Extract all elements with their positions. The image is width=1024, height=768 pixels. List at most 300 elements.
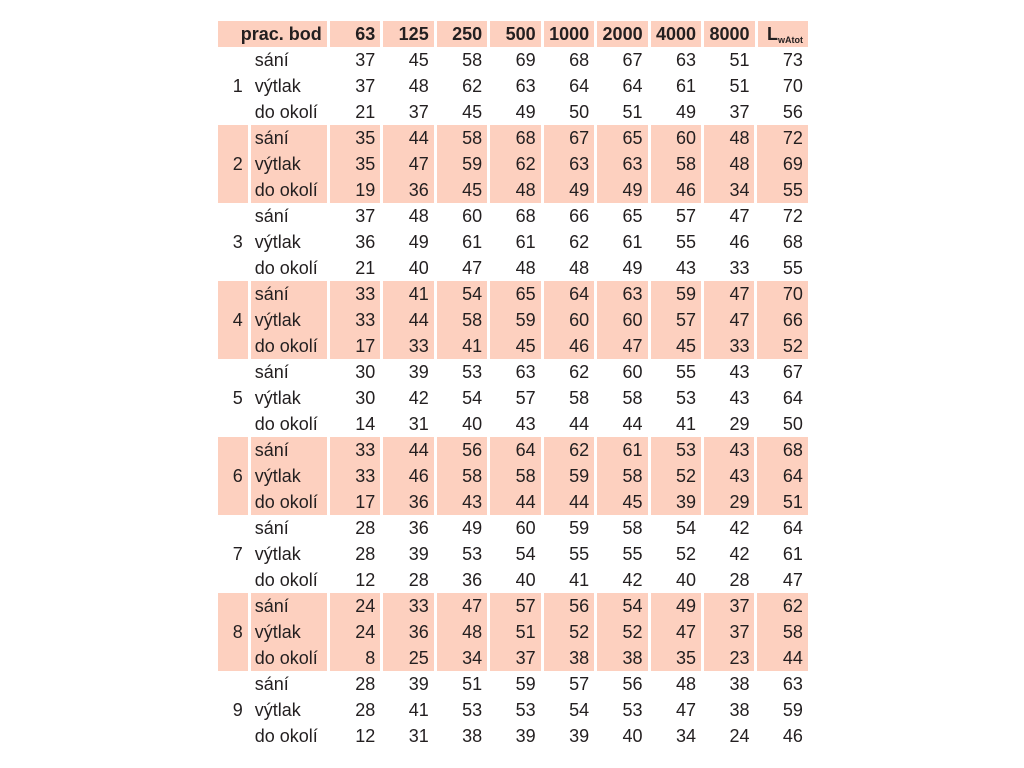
band-level-cell: 68 bbox=[490, 125, 540, 151]
total-level-cell: 59 bbox=[782, 700, 803, 720]
row-label: do okolí bbox=[251, 177, 327, 203]
band-level-cell: 39 bbox=[408, 544, 429, 564]
band-level-cell: 19 bbox=[330, 177, 380, 203]
band-level-cell: 45 bbox=[490, 333, 540, 359]
band-level-cell: 48 bbox=[704, 151, 754, 177]
band-level-cell: 44 bbox=[383, 307, 433, 333]
band-level-cell: 61 bbox=[515, 232, 536, 252]
band-level-cell: 65 bbox=[622, 206, 643, 226]
measurement-group bbox=[218, 47, 808, 125]
band-level-cell: 34 bbox=[704, 177, 754, 203]
total-level-cell: 55 bbox=[782, 258, 803, 278]
band-level-cell: 29 bbox=[729, 414, 750, 434]
band-level-cell: 57 bbox=[490, 593, 540, 619]
band-level-cell: 62 bbox=[569, 232, 590, 252]
band-level-cell: 48 bbox=[408, 76, 429, 96]
band-level-cell: 42 bbox=[729, 544, 750, 564]
point-number bbox=[218, 177, 248, 203]
band-level-cell: 67 bbox=[544, 125, 594, 151]
row-label: výtlak bbox=[251, 307, 327, 333]
band-level-cell: 36 bbox=[383, 489, 433, 515]
band-level-cell: 54 bbox=[462, 388, 483, 408]
band-level-cell: 38 bbox=[544, 645, 594, 671]
band-level-cell: 58 bbox=[651, 151, 701, 177]
band-level-cell: 47 bbox=[383, 151, 433, 177]
band-level-cell: 54 bbox=[515, 544, 536, 564]
row-label: sání bbox=[251, 437, 327, 463]
total-level-cell: 70 bbox=[782, 76, 803, 96]
band-level-cell: 56 bbox=[437, 437, 487, 463]
band-level-cell: 58 bbox=[597, 463, 647, 489]
point-number bbox=[218, 489, 248, 515]
band-level-cell: 41 bbox=[569, 570, 590, 590]
band-level-cell: 17 bbox=[330, 489, 380, 515]
band-level-cell: 49 bbox=[408, 232, 429, 252]
band-level-cell: 61 bbox=[597, 437, 647, 463]
band-level-cell: 51 bbox=[729, 76, 750, 96]
point-number: 6 bbox=[218, 463, 248, 489]
band-level-cell: 48 bbox=[408, 206, 429, 226]
band-level-cell: 25 bbox=[383, 645, 433, 671]
band-level-cell: 12 bbox=[355, 726, 376, 746]
band-level-cell: 38 bbox=[597, 645, 647, 671]
band-level-cell: 65 bbox=[597, 125, 647, 151]
table-row bbox=[218, 411, 808, 437]
band-level-cell: 36 bbox=[462, 570, 483, 590]
table-row bbox=[218, 99, 808, 125]
total-level-cell: 66 bbox=[757, 307, 807, 333]
band-level-cell: 33 bbox=[383, 593, 433, 619]
table-row bbox=[218, 541, 808, 567]
row-label: sání bbox=[251, 281, 327, 307]
point-number bbox=[218, 671, 248, 697]
band-level-cell: 35 bbox=[651, 645, 701, 671]
band-level-cell: 64 bbox=[544, 281, 594, 307]
band-level-cell: 67 bbox=[622, 50, 643, 70]
band-level-cell: 59 bbox=[490, 307, 540, 333]
band-level-cell: 35 bbox=[330, 125, 380, 151]
row-label: výtlak bbox=[254, 388, 301, 408]
table-row bbox=[218, 73, 808, 99]
point-number bbox=[218, 437, 248, 463]
band-level-cell: 35 bbox=[330, 151, 380, 177]
row-label: výtlak bbox=[254, 76, 301, 96]
band-level-cell: 36 bbox=[383, 177, 433, 203]
band-level-cell: 46 bbox=[729, 232, 750, 252]
band-level-cell: 51 bbox=[462, 674, 483, 694]
band-level-cell: 42 bbox=[622, 570, 643, 590]
table-row bbox=[218, 697, 808, 723]
row-label: do okolí bbox=[254, 726, 318, 746]
band-level-cell: 47 bbox=[437, 593, 487, 619]
band-level-cell: 58 bbox=[462, 50, 483, 70]
band-level-cell: 43 bbox=[729, 388, 750, 408]
band-level-cell: 49 bbox=[651, 593, 701, 619]
band-level-cell: 43 bbox=[437, 489, 487, 515]
header-band-500: 500 bbox=[490, 21, 540, 47]
band-level-cell: 47 bbox=[704, 281, 754, 307]
band-level-cell: 58 bbox=[622, 388, 643, 408]
band-level-cell: 53 bbox=[675, 388, 697, 408]
total-level-cell: 64 bbox=[782, 388, 803, 408]
band-level-cell: 33 bbox=[729, 258, 750, 278]
band-level-cell: 39 bbox=[408, 362, 429, 382]
band-level-cell: 44 bbox=[383, 437, 433, 463]
band-level-cell: 37 bbox=[704, 619, 754, 645]
total-level-cell: 67 bbox=[782, 362, 803, 382]
point-number: 2 bbox=[218, 151, 248, 177]
band-level-cell: 53 bbox=[651, 437, 701, 463]
band-level-cell: 54 bbox=[569, 700, 590, 720]
band-level-cell: 46 bbox=[544, 333, 594, 359]
table-body bbox=[218, 47, 808, 749]
band-level-cell: 65 bbox=[490, 281, 540, 307]
band-level-cell: 64 bbox=[622, 76, 643, 96]
band-level-cell: 33 bbox=[704, 333, 754, 359]
total-level-cell: 70 bbox=[757, 281, 807, 307]
band-level-cell: 41 bbox=[383, 281, 433, 307]
band-level-cell: 28 bbox=[355, 674, 376, 694]
point-number: 1 bbox=[232, 76, 243, 96]
band-level-cell: 39 bbox=[569, 726, 590, 746]
total-level-cell: 72 bbox=[782, 206, 803, 226]
row-label: do okolí bbox=[251, 645, 327, 671]
band-level-cell: 46 bbox=[651, 177, 701, 203]
table-row bbox=[218, 281, 808, 307]
point-number bbox=[218, 359, 248, 385]
header-total bbox=[758, 21, 808, 47]
point-number bbox=[218, 281, 248, 307]
point-number bbox=[218, 255, 248, 281]
total-level-cell: 63 bbox=[782, 674, 803, 694]
band-level-cell: 48 bbox=[569, 258, 590, 278]
band-level-cell: 46 bbox=[383, 463, 433, 489]
point-number bbox=[218, 645, 248, 671]
noise-table bbox=[218, 21, 808, 749]
band-level-cell: 51 bbox=[490, 619, 540, 645]
total-level-cell: 47 bbox=[782, 570, 803, 590]
table-row bbox=[218, 229, 808, 255]
band-level-cell: 37 bbox=[355, 50, 376, 70]
band-level-cell: 43 bbox=[515, 414, 536, 434]
row-label: výtlak bbox=[254, 232, 301, 252]
band-level-cell: 52 bbox=[651, 463, 701, 489]
row-label: sání bbox=[254, 206, 289, 226]
header-band-125: 125 bbox=[383, 21, 433, 47]
total-level-cell: 64 bbox=[757, 463, 807, 489]
band-level-cell: 59 bbox=[515, 674, 536, 694]
band-level-cell: 14 bbox=[355, 414, 376, 434]
band-level-cell: 34 bbox=[437, 645, 487, 671]
row-label: výtlak bbox=[251, 619, 327, 645]
header-band-63: 63 bbox=[330, 21, 380, 47]
measurement-group bbox=[218, 203, 808, 281]
header-band-8000: 8000 bbox=[704, 21, 754, 47]
band-level-cell: 54 bbox=[437, 281, 487, 307]
band-level-cell: 44 bbox=[490, 489, 540, 515]
band-level-cell: 60 bbox=[515, 518, 536, 538]
point-number bbox=[218, 515, 248, 541]
total-level-cell: 52 bbox=[757, 333, 807, 359]
band-level-cell: 41 bbox=[408, 700, 429, 720]
header-total-main: L bbox=[767, 24, 778, 44]
band-level-cell: 36 bbox=[408, 518, 429, 538]
band-level-cell: 28 bbox=[408, 570, 429, 590]
band-level-cell: 24 bbox=[330, 593, 380, 619]
measurement-group bbox=[218, 515, 808, 593]
band-level-cell: 50 bbox=[569, 102, 590, 122]
band-level-cell: 58 bbox=[622, 518, 643, 538]
band-level-cell: 55 bbox=[675, 232, 697, 252]
row-label: do okolí bbox=[254, 570, 318, 590]
band-level-cell: 36 bbox=[355, 232, 376, 252]
band-level-cell: 30 bbox=[355, 388, 376, 408]
header-band-250: 250 bbox=[437, 21, 487, 47]
table-header bbox=[218, 21, 808, 47]
band-level-cell: 51 bbox=[622, 102, 643, 122]
band-level-cell: 21 bbox=[355, 258, 376, 278]
band-level-cell: 44 bbox=[622, 414, 643, 434]
measurement-group bbox=[218, 359, 808, 437]
table-row bbox=[218, 671, 808, 697]
band-level-cell: 53 bbox=[462, 700, 483, 720]
band-level-cell: 33 bbox=[330, 307, 380, 333]
total-level-cell: 44 bbox=[757, 645, 807, 671]
band-level-cell: 60 bbox=[544, 307, 594, 333]
band-level-cell: 52 bbox=[544, 619, 594, 645]
band-level-cell: 44 bbox=[383, 125, 433, 151]
band-level-cell: 64 bbox=[569, 76, 590, 96]
band-level-cell: 53 bbox=[462, 362, 483, 382]
band-level-cell: 62 bbox=[462, 76, 483, 96]
total-level-cell: 69 bbox=[757, 151, 807, 177]
band-level-cell: 24 bbox=[729, 726, 750, 746]
band-level-cell: 8 bbox=[330, 645, 380, 671]
band-level-cell: 45 bbox=[462, 102, 483, 122]
band-level-cell: 56 bbox=[622, 674, 643, 694]
band-level-cell: 30 bbox=[355, 362, 376, 382]
band-level-cell: 40 bbox=[515, 570, 536, 590]
header-band-1000: 1000 bbox=[544, 21, 594, 47]
band-level-cell: 43 bbox=[729, 362, 750, 382]
band-level-cell: 28 bbox=[355, 700, 376, 720]
band-level-cell: 57 bbox=[651, 307, 701, 333]
point-number: 8 bbox=[218, 619, 248, 645]
point-number bbox=[218, 203, 248, 229]
band-level-cell: 62 bbox=[569, 362, 590, 382]
row-label: výtlak bbox=[254, 700, 301, 720]
band-level-cell: 34 bbox=[675, 726, 697, 746]
band-level-cell: 55 bbox=[569, 544, 590, 564]
total-level-cell: 73 bbox=[782, 50, 803, 70]
band-level-cell: 58 bbox=[437, 463, 487, 489]
band-level-cell: 63 bbox=[544, 151, 594, 177]
band-level-cell: 39 bbox=[651, 489, 701, 515]
band-level-cell: 56 bbox=[544, 593, 594, 619]
table-row bbox=[218, 385, 808, 411]
band-level-cell: 43 bbox=[675, 258, 697, 278]
band-level-cell: 61 bbox=[622, 232, 643, 252]
band-level-cell: 29 bbox=[704, 489, 754, 515]
band-level-cell: 45 bbox=[437, 177, 487, 203]
point-number bbox=[218, 411, 248, 437]
row-label: výtlak bbox=[251, 463, 327, 489]
point-number: 5 bbox=[232, 388, 243, 408]
band-level-cell: 54 bbox=[597, 593, 647, 619]
band-level-cell: 63 bbox=[515, 362, 536, 382]
band-level-cell: 58 bbox=[490, 463, 540, 489]
band-level-cell: 63 bbox=[597, 151, 647, 177]
header-total-sub: wAtot bbox=[778, 35, 803, 45]
total-level-cell: 61 bbox=[782, 544, 803, 564]
total-level-cell: 56 bbox=[782, 102, 803, 122]
band-level-cell: 47 bbox=[729, 206, 750, 226]
band-level-cell: 28 bbox=[355, 544, 376, 564]
band-level-cell: 49 bbox=[597, 177, 647, 203]
band-level-cell: 48 bbox=[675, 674, 697, 694]
band-level-cell: 40 bbox=[622, 726, 643, 746]
band-level-cell: 39 bbox=[408, 674, 429, 694]
band-level-cell: 53 bbox=[515, 700, 536, 720]
band-level-cell: 37 bbox=[729, 102, 750, 122]
point-number: 7 bbox=[232, 544, 243, 564]
band-level-cell: 62 bbox=[490, 151, 540, 177]
point-number bbox=[218, 593, 248, 619]
band-level-cell: 37 bbox=[355, 76, 376, 96]
band-level-cell: 37 bbox=[490, 645, 540, 671]
table-row bbox=[218, 567, 808, 593]
band-level-cell: 49 bbox=[515, 102, 536, 122]
band-level-cell: 61 bbox=[675, 76, 697, 96]
band-level-cell: 39 bbox=[515, 726, 536, 746]
point-number bbox=[218, 333, 248, 359]
row-label: sání bbox=[254, 674, 289, 694]
row-label: sání bbox=[251, 593, 327, 619]
band-level-cell: 37 bbox=[355, 206, 376, 226]
band-level-cell: 60 bbox=[651, 125, 701, 151]
band-level-cell: 60 bbox=[462, 206, 483, 226]
band-level-cell: 42 bbox=[408, 388, 429, 408]
row-label: výtlak bbox=[254, 544, 301, 564]
band-level-cell: 59 bbox=[569, 518, 590, 538]
band-level-cell: 17 bbox=[330, 333, 380, 359]
total-level-cell: 62 bbox=[757, 593, 807, 619]
point-number: 3 bbox=[232, 232, 243, 252]
band-level-cell: 49 bbox=[622, 258, 643, 278]
total-level-cell: 46 bbox=[782, 726, 803, 746]
band-level-cell: 53 bbox=[622, 700, 643, 720]
band-level-cell: 42 bbox=[729, 518, 750, 538]
point-number bbox=[218, 125, 248, 151]
band-level-cell: 43 bbox=[704, 463, 754, 489]
table-row bbox=[218, 203, 808, 229]
band-level-cell: 37 bbox=[408, 102, 429, 122]
band-level-cell: 48 bbox=[490, 177, 540, 203]
band-level-cell: 47 bbox=[675, 700, 697, 720]
band-level-cell: 63 bbox=[515, 76, 536, 96]
point-number: 9 bbox=[232, 700, 243, 720]
table-row bbox=[218, 723, 808, 749]
table-row bbox=[218, 489, 808, 515]
band-level-cell: 38 bbox=[729, 700, 750, 720]
table-row bbox=[218, 359, 808, 385]
table-row bbox=[218, 307, 808, 333]
band-level-cell: 38 bbox=[729, 674, 750, 694]
band-level-cell: 69 bbox=[515, 50, 536, 70]
band-level-cell: 58 bbox=[569, 388, 590, 408]
band-level-cell: 47 bbox=[651, 619, 701, 645]
total-level-cell: 64 bbox=[782, 518, 803, 538]
band-level-cell: 33 bbox=[383, 333, 433, 359]
table-row bbox=[218, 619, 808, 645]
table-row bbox=[218, 333, 808, 359]
band-level-cell: 48 bbox=[704, 125, 754, 151]
band-level-cell: 45 bbox=[408, 50, 429, 70]
band-level-cell: 48 bbox=[515, 258, 536, 278]
band-level-cell: 59 bbox=[544, 463, 594, 489]
band-level-cell: 28 bbox=[355, 518, 376, 538]
band-level-cell: 52 bbox=[597, 619, 647, 645]
measurement-group bbox=[218, 671, 808, 749]
band-level-cell: 60 bbox=[597, 307, 647, 333]
row-label: sání bbox=[254, 362, 289, 382]
band-level-cell: 28 bbox=[729, 570, 750, 590]
table-row bbox=[218, 463, 808, 489]
band-level-cell: 49 bbox=[544, 177, 594, 203]
band-level-cell: 31 bbox=[408, 726, 429, 746]
band-level-cell: 40 bbox=[408, 258, 429, 278]
point-number bbox=[218, 47, 248, 73]
band-level-cell: 61 bbox=[462, 232, 483, 252]
measurement-group bbox=[218, 593, 808, 671]
band-level-cell: 47 bbox=[597, 333, 647, 359]
band-level-cell: 41 bbox=[675, 414, 697, 434]
band-level-cell: 47 bbox=[462, 258, 483, 278]
table-row bbox=[218, 437, 808, 463]
row-label: do okolí bbox=[251, 333, 327, 359]
band-level-cell: 12 bbox=[355, 570, 376, 590]
point-number bbox=[218, 567, 248, 593]
band-level-cell: 59 bbox=[437, 151, 487, 177]
table-row bbox=[218, 255, 808, 281]
band-level-cell: 48 bbox=[437, 619, 487, 645]
table-row bbox=[218, 593, 808, 619]
band-level-cell: 24 bbox=[330, 619, 380, 645]
measurement-group bbox=[218, 437, 808, 515]
row-label: do okolí bbox=[254, 258, 318, 278]
band-level-cell: 21 bbox=[355, 102, 376, 122]
band-level-cell: 23 bbox=[704, 645, 754, 671]
band-level-cell: 64 bbox=[490, 437, 540, 463]
band-level-cell: 44 bbox=[569, 414, 590, 434]
band-level-cell: 33 bbox=[330, 463, 380, 489]
total-level-cell: 72 bbox=[757, 125, 807, 151]
band-level-cell: 54 bbox=[675, 518, 697, 538]
table-row bbox=[218, 645, 808, 671]
point-number: 4 bbox=[218, 307, 248, 333]
band-level-cell: 57 bbox=[569, 674, 590, 694]
row-label: do okolí bbox=[254, 102, 318, 122]
band-level-cell: 55 bbox=[622, 544, 643, 564]
band-level-cell: 40 bbox=[462, 414, 483, 434]
band-level-cell: 36 bbox=[383, 619, 433, 645]
row-label: do okolí bbox=[254, 414, 318, 434]
band-level-cell: 57 bbox=[675, 206, 697, 226]
table-row bbox=[218, 177, 808, 203]
band-level-cell: 49 bbox=[462, 518, 483, 538]
band-level-cell: 49 bbox=[675, 102, 697, 122]
band-level-cell: 59 bbox=[651, 281, 701, 307]
